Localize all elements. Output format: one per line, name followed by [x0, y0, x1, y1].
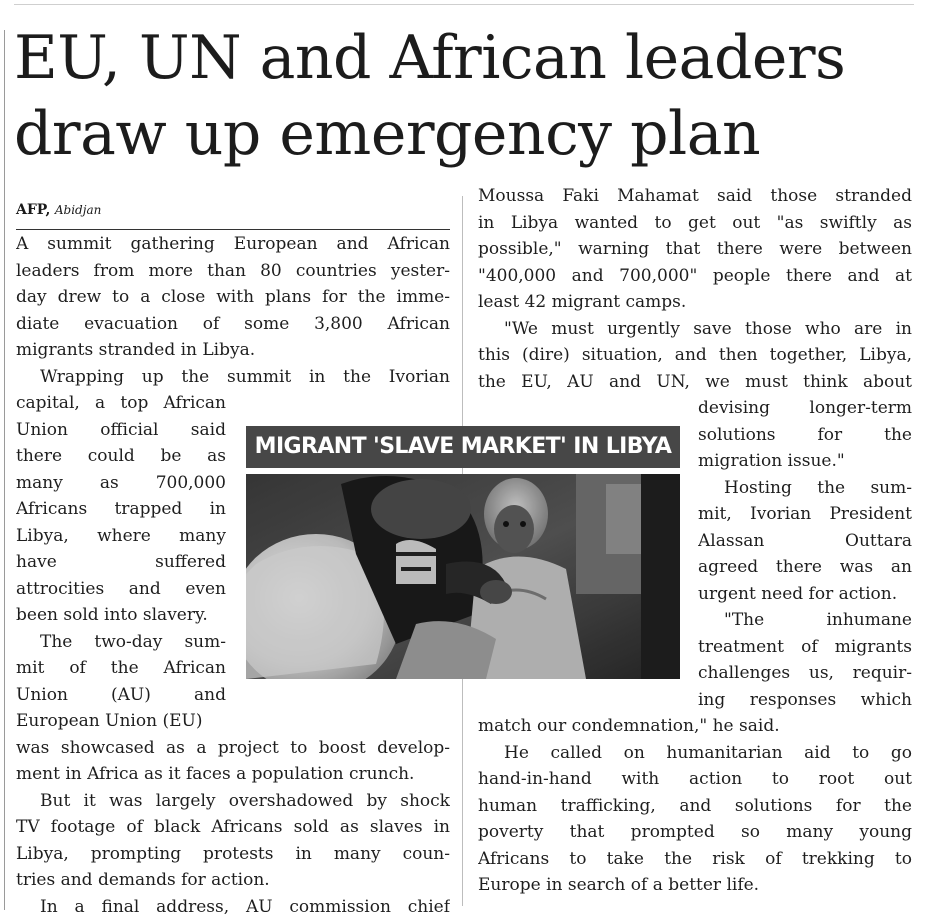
article-line: Moussa Faki Mahamat said those stranded: [478, 183, 912, 210]
article-line: least 42 migrant camps.: [478, 289, 912, 316]
article-line: leaders from more than 80 countries yester-: [16, 258, 450, 285]
article-line: Wrapping up the summit in the Ivorian: [40, 364, 450, 391]
article-line: solutions for the: [698, 422, 912, 449]
article-line: Europe in search of a better life.: [478, 872, 912, 899]
headline-line-1: EU, UN and African leaders: [14, 20, 919, 96]
article-line: this (dire) situation, and then together, Libya,: [478, 342, 912, 369]
headline: [14, 20, 919, 172]
article-line: mit, Ivorian President: [698, 501, 912, 528]
article-line: treatment of migrants: [698, 634, 912, 661]
article-line: devising longer-term: [698, 395, 912, 422]
byline-rule: [16, 229, 450, 230]
article-line: "We must urgently save those who are in: [504, 316, 912, 343]
article-line: diate evacuation of some 3,800 African: [16, 311, 450, 338]
article-line: Africans to take the risk of trekking to: [478, 846, 912, 873]
article-line: been sold into slavery.: [16, 602, 226, 629]
article-line: possible," warning that there were between: [478, 236, 912, 263]
article-line: was showcased as a project to boost develop-: [16, 735, 450, 762]
article-line: "The inhumane: [724, 607, 912, 634]
article-line: TV footage of black Africans sold as slaves in: [16, 814, 450, 841]
article-line: European Union (EU): [16, 708, 226, 735]
byline: [16, 201, 101, 219]
article-line: the EU, AU and UN, we must think about: [478, 369, 912, 396]
article-line: capital, a top African: [16, 390, 226, 417]
article-line: migrants stranded in Libya.: [16, 337, 450, 364]
article-line: "400,000 and 700,000" people there and at: [478, 263, 912, 290]
top-rule: [14, 4, 914, 5]
article-line: many as 700,000: [16, 470, 226, 497]
article-line: attrocities and even: [16, 576, 226, 603]
article-line: Libya, where many: [16, 523, 226, 550]
article-line: Hosting the sum-: [724, 475, 912, 502]
article-line: challenges us, requir-: [698, 660, 912, 687]
article-line: match our condemnation," he said.: [478, 713, 912, 740]
article-line: human trafficking, and solutions for the: [478, 793, 912, 820]
photo-illustration: [246, 474, 680, 679]
news-photo: [246, 474, 680, 679]
byline-agency: AFP,: [16, 202, 50, 218]
article-line: But it was largely overshadowed by shock: [40, 788, 450, 815]
article-line: migration issue.": [698, 448, 912, 475]
article-line: Africans trapped in: [16, 496, 226, 523]
article-line: have suffered: [16, 549, 226, 576]
headline-line-2: draw up emergency plan: [14, 96, 919, 172]
article-line: hand-in-hand with action to root out: [478, 766, 912, 793]
article-line: day drew to a close with plans for the imme-: [16, 284, 450, 311]
article-line: ing responses which: [698, 687, 912, 714]
article-line: in Libya wanted to get out "as swiftly as: [478, 210, 912, 237]
article-line: Union (AU) and: [16, 682, 226, 709]
article-line: Union official said: [16, 417, 226, 444]
article-line: mit of the African: [16, 655, 226, 682]
article-line: Alassan Outtara: [698, 528, 912, 555]
byline-place: Abidjan: [55, 203, 101, 217]
left-rule: [4, 30, 5, 910]
article-line: Libya, prompting protests in many coun-: [16, 841, 450, 868]
article-line: A summit gathering European and African: [16, 231, 450, 258]
photo-caption-banner: MIGRANT 'SLAVE MARKET' IN LIBYA: [246, 426, 680, 468]
article-line: He called on humanitarian aid to go: [504, 740, 912, 767]
article-line: poverty that prompted so many young: [478, 819, 912, 846]
article-line: there could be as: [16, 443, 226, 470]
article-line: In a final address, AU commission chief: [40, 894, 450, 920]
article-line: agreed there was an: [698, 554, 912, 581]
article-line: urgent need for action.: [698, 581, 912, 608]
article-line: ment in Africa as it faces a population crunch.: [16, 761, 450, 788]
article-line: tries and demands for action.: [16, 867, 450, 894]
article-line: The two-day sum-: [40, 629, 226, 656]
